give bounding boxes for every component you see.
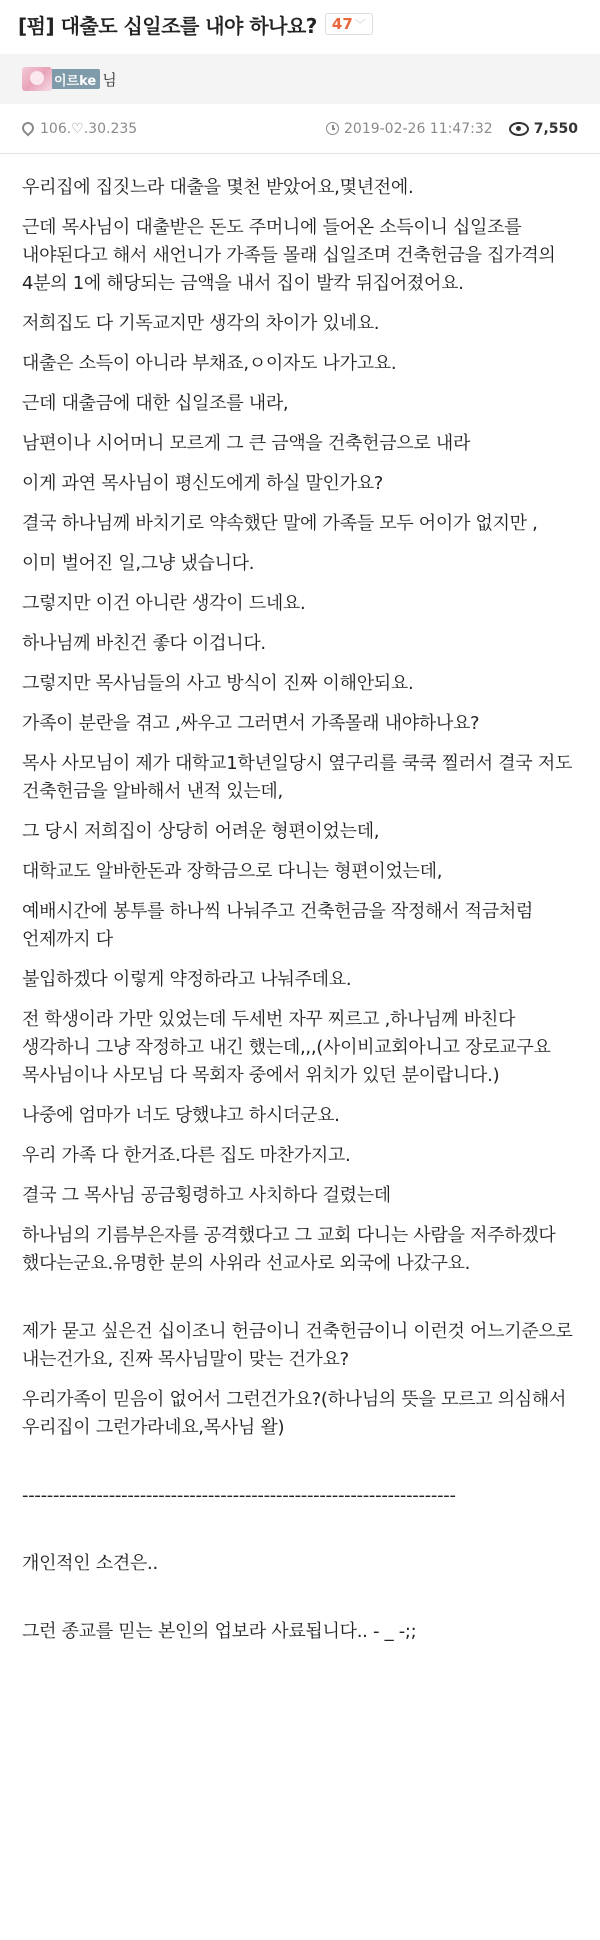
paragraph: 우리 가족 다 한거죠.다른 집도 마찬가지고. (22, 1145, 351, 1166)
post-body (0, 154, 600, 1646)
paragraph: 이게 과연 목사님이 평신도에게 하실 말인가요? (22, 473, 384, 494)
paragraph: 하나님께 바친건 좋다 이겁니다. (22, 633, 266, 654)
paragraph: 대학교도 알바한돈과 장학금으로 다니는 형편이었는데, (22, 861, 443, 882)
meta-ip (22, 121, 137, 137)
paragraph: 결국 그 목사님 공금횡령하고 사치하다 걸렸는데 (22, 1185, 391, 1206)
spacer (22, 1290, 578, 1318)
paragraph: 그렇지만 목사님들의 사고 방식이 진짜 이해안되요. (22, 673, 414, 694)
paragraph: 대출은 소득이 아니라 부채죠,ㅇ이자도 나가고요. (22, 353, 397, 374)
paragraph: 나중에 엄마가 너도 당했냐고 하시더군요. (22, 1105, 340, 1126)
paragraph: 남편이나 시어머니 모르게 그 큰 금액을 건축헌금으로 내라 (22, 433, 471, 454)
paragraph: 그 당시 저희집이 상당히 어려운 형편이었는데, (22, 821, 380, 842)
meta-datetime (326, 121, 493, 137)
post-datetime: 2019-02-26 11:47:32 (344, 120, 493, 137)
author-suffix: 님 (102, 70, 117, 89)
paragraph: 하나님의 기름부은자를 공격했다고 그 교회 다니는 사람을 저주하겠다 했다는군요.유명한 분의 사위라 선교사로 외국에 나갔구요. (22, 1225, 556, 1274)
paragraph: 전 학생이라 가만 있었는데 두세번 자꾸 찌르고 ,하나님께 바친다 생각하니 그냥 작정하고 내긴 했는데,,,(사이비교회아니고 장로교구요 목사님이나 사모님 다 목회자 중에서 위치가 있던 분이랍니다.) (22, 1009, 551, 1086)
paragraph: 이미 벌어진 일,그냥 냈습니다. (22, 553, 255, 574)
chevron-down-icon: ﹀ (354, 18, 366, 31)
comment-count-button[interactable] (325, 13, 373, 35)
spacer (22, 1522, 578, 1550)
paragraph: 저희집도 다 기독교지만 생각의 차이가 있네요. (22, 313, 380, 334)
post-meta (0, 104, 600, 154)
paragraph: 예배시간에 봉투를 하나씩 나눠주고 건축헌금을 작정해서 적금처럼 언제까지 다 (22, 901, 533, 950)
comment-count: 47 (331, 15, 353, 33)
opinion-label: 개인적인 소견은.. (22, 1553, 158, 1574)
avatar[interactable] (22, 67, 52, 91)
paragraph: 우리집에 집짓느라 대출을 몇천 받았어요,몇년전에. (22, 177, 414, 198)
eye-icon (509, 122, 529, 136)
paragraph: 목사 사모님이 제가 대학교1학년일당시 옆구리를 쿡쿡 찔러서 결국 저도 건축헌금을 알바해서 낸적 있는데, (22, 753, 573, 802)
paragraph: 우리가족이 믿음이 없어서 그런건가요?(하나님의 뜻을 모르고 의심해서 우리집이 그런가라네요,목사님 왈) (22, 1389, 567, 1438)
view-count: 7,550 (533, 120, 578, 137)
post-paragraphs-2 (22, 1318, 578, 1442)
text-divider: ---------------------------------------------------------------------- (22, 1485, 456, 1506)
author-bar (0, 54, 600, 104)
paragraph: 가족이 분란을 겪고 ,싸우고 그러면서 가족몰래 내야하나요? (22, 713, 480, 734)
clock-icon (326, 122, 339, 135)
post-header (0, 0, 600, 48)
paragraph: 근데 대출금에 대한 십일조를 내라, (22, 393, 289, 414)
opinion-text: 그런 종교를 믿는 본인의 업보라 사료됩니다.. - _ -;; (22, 1621, 417, 1642)
ip-address: 106.♡.30.235 (40, 120, 138, 137)
paragraph: 결국 하나님께 바치기로 약속했단 말에 가족들 모두 어이가 없지만 , (22, 513, 538, 534)
location-pin-icon (20, 119, 37, 136)
paragraph: 근데 목사님이 대출받은 돈도 주머니에 들어온 소득이니 십일조를 내야된다고 해서 새언니가 가족들 몰래 십일조며 건축헌금을 집가격의 4분의 1에 해당되는 금액을 내서 집이 발칵 뒤집어졌어요. (22, 217, 556, 294)
spacer (22, 1590, 578, 1618)
spacer (22, 1454, 578, 1482)
paragraph: 그렇지만 이건 아니란 생각이 드네요. (22, 593, 306, 614)
meta-right (310, 121, 578, 137)
author-nickname[interactable]: 이르ke (50, 69, 100, 89)
paragraph: 불입하겠다 이렇게 약정하라고 나눠주데요. (22, 969, 352, 990)
post-title: [펌] 대출도 십일조를 내야 하나요? (18, 13, 317, 38)
meta-views (509, 121, 578, 137)
paragraph: 제가 묻고 싶은건 십이조니 헌금이니 건축헌금이니 이런것 어느기준으로 내는건가요, 진짜 목사님말이 맞는 건가요? (22, 1321, 573, 1370)
post-paragraphs-1 (22, 174, 578, 1278)
